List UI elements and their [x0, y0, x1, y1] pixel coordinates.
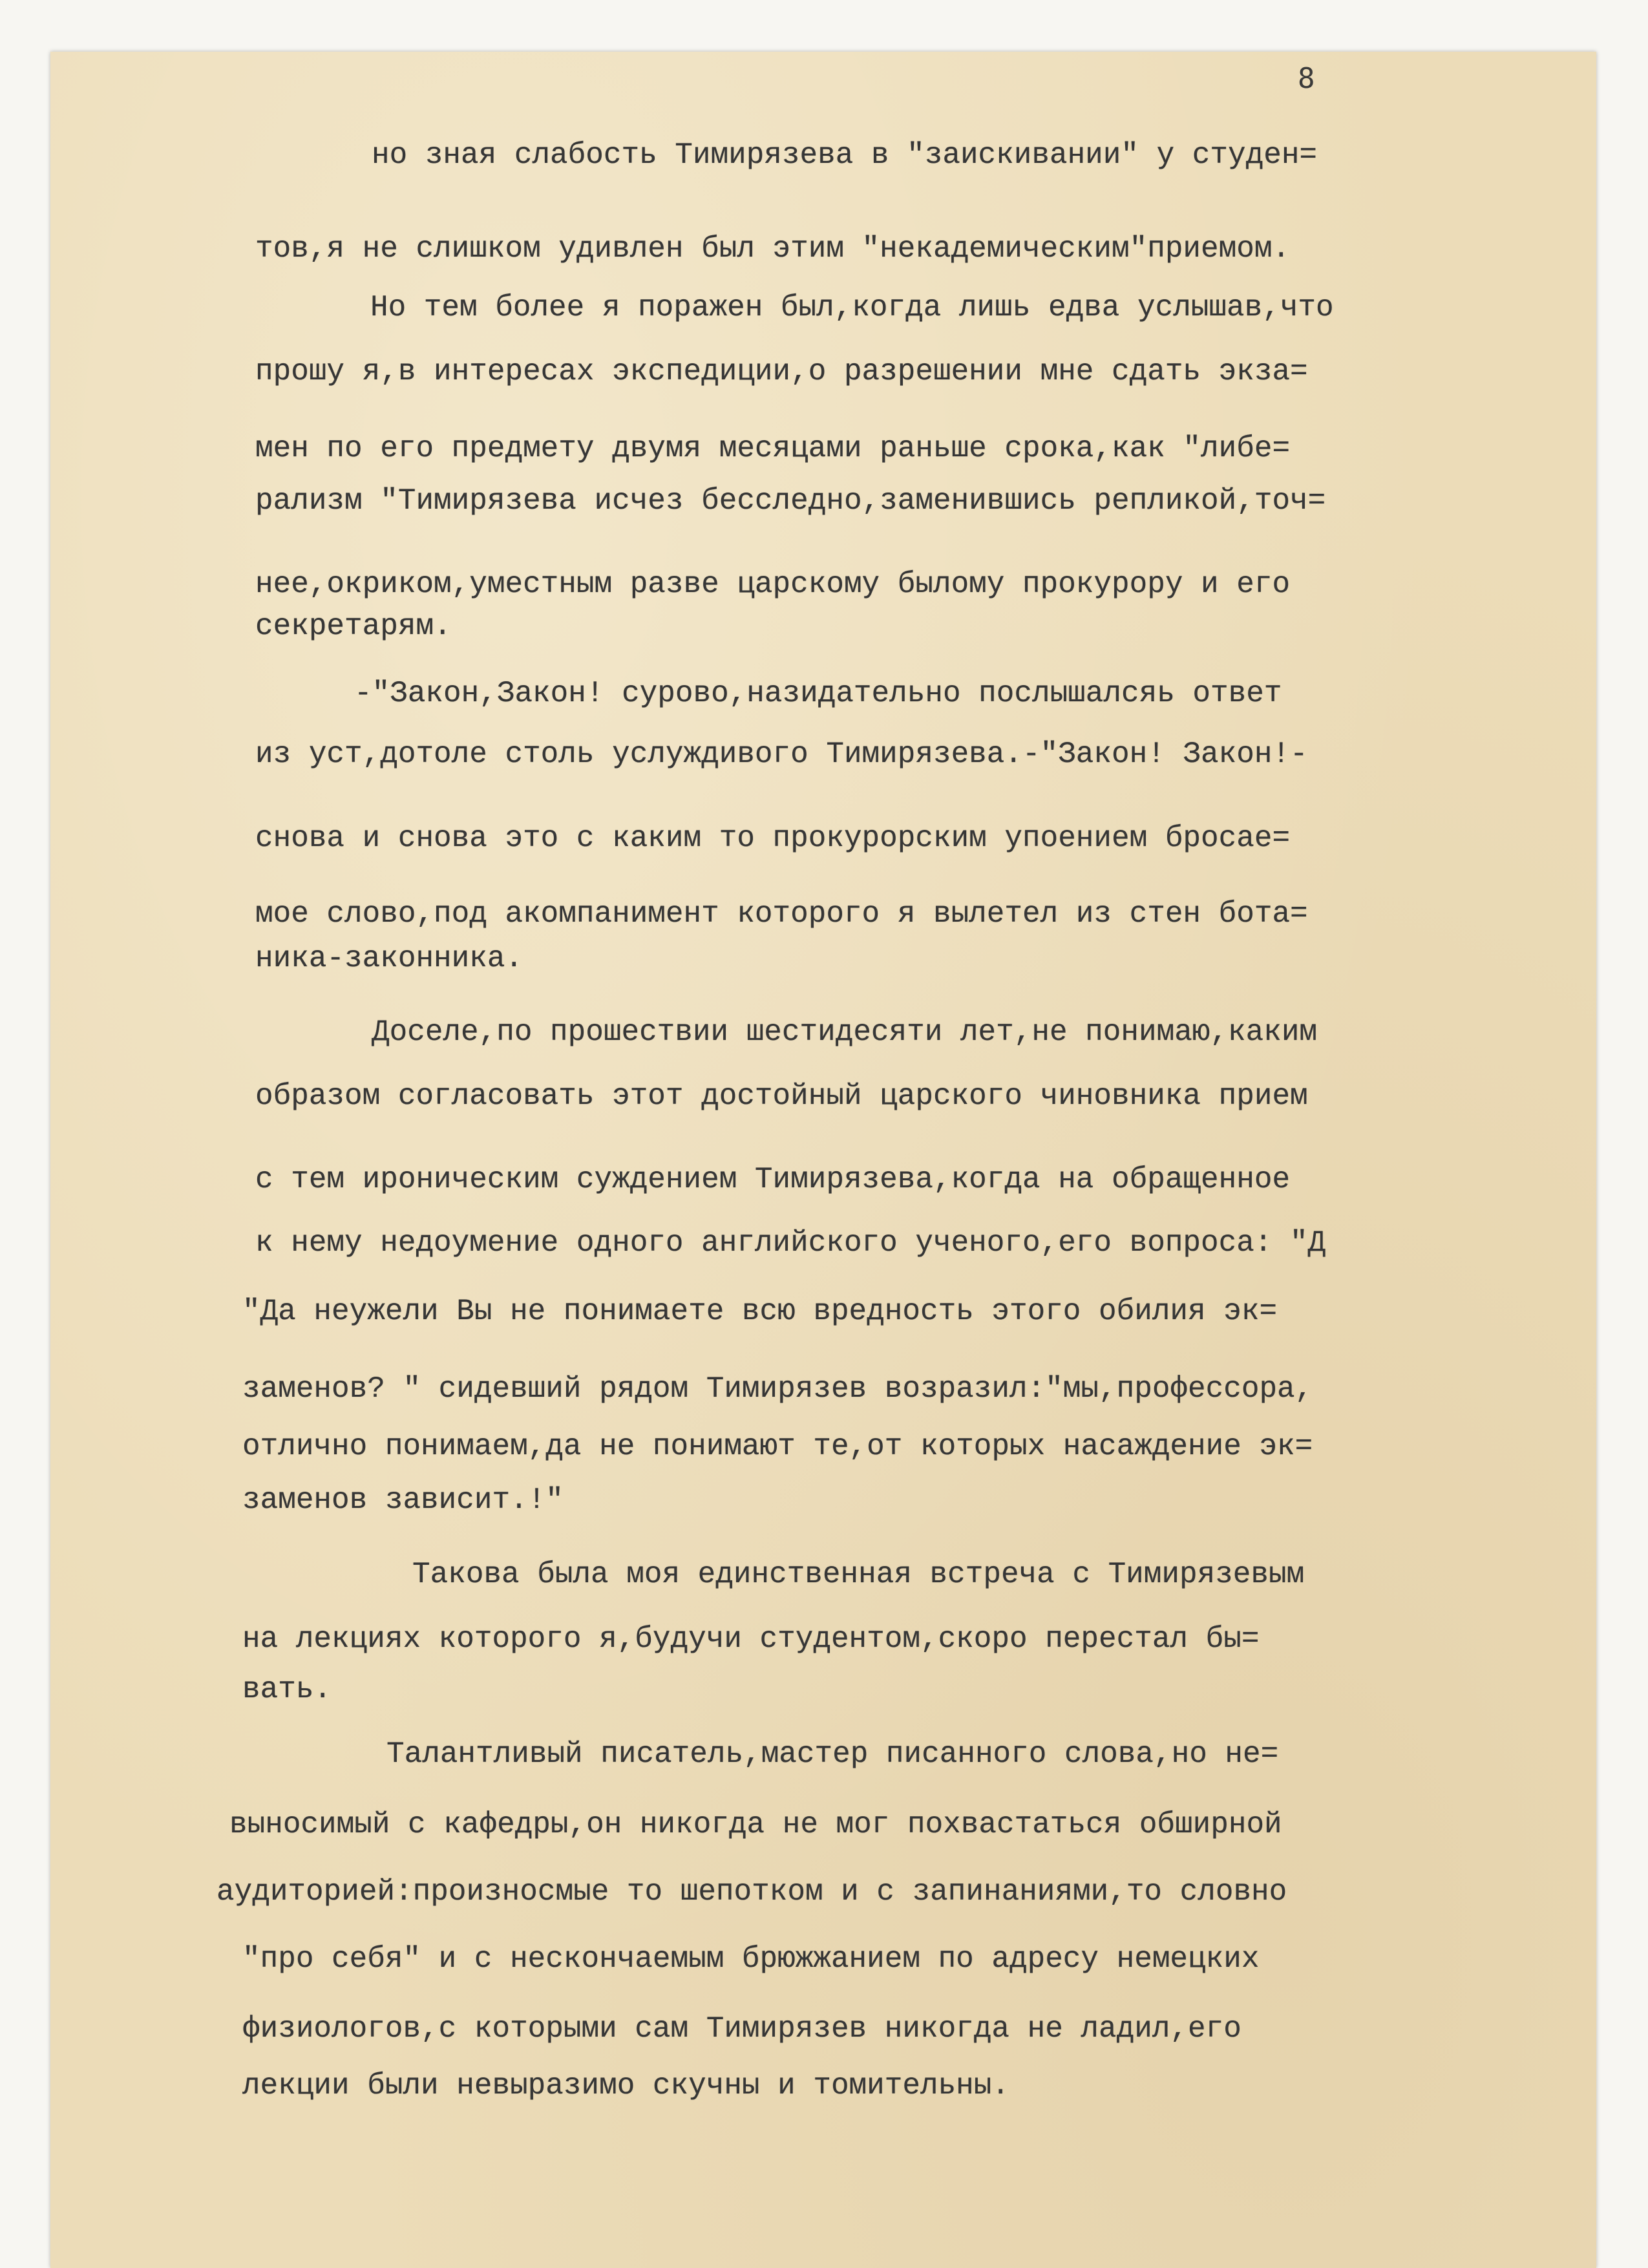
text-line: Такова была моя единственная встреча с Тимирязевым — [412, 1558, 1305, 1591]
page-number: 8 — [1298, 62, 1315, 95]
text-line: но зная слабость Тимирязева в "заискивании" у студен= — [372, 138, 1318, 172]
text-line: из уст,дотоле столь услуждивого Тимирязева.-"Закон! Закон!- — [255, 737, 1308, 771]
text-line: к нему недоумение одного английского ученого,его вопроса: "Д — [255, 1226, 1326, 1260]
text-line: тов,я не слишком удивлен был этим "некадемическим"приемом. — [255, 232, 1291, 266]
text-line: лекции были невыразимо скучны и томительны. — [242, 2069, 1009, 2103]
text-line: прошу я,в интересах экспедиции,о разрешении мне сдать экза= — [255, 355, 1308, 388]
text-line: мое слово,под акомпанимент которого я вылетел из стен бота= — [255, 897, 1308, 931]
text-line: Талантливый писатель,мастер писанного слова,но не= — [386, 1737, 1279, 1771]
text-line: вать. — [242, 1673, 332, 1706]
text-line: аудиторией:произносмые то шепотком и с запинаниями,то словно — [217, 1875, 1287, 1909]
text-line: -"Закон,Закон! сурово,назидательно послышалсяь ответ — [354, 677, 1282, 710]
text-line: рализм "Тимирязева исчез бесследно,заменившись репликой,точ= — [255, 484, 1326, 518]
text-line: на лекциях которого я,будучи студентом,скоро перестал бы= — [242, 1622, 1260, 1656]
text-line: мен по его предмету двумя месяцами раньше срока,как "либе= — [255, 432, 1291, 465]
text-line: заменов? " сидевший рядом Тимирязев возразил:"мы,профессора, — [242, 1372, 1313, 1406]
text-line: "про себя" и с нескончаемым брюжжанием по адресу немецких — [242, 1942, 1260, 1976]
text-line: "Да неужели Вы не понимаете всю вредность этого обилия эк= — [242, 1295, 1278, 1328]
text-line: секретарям. — [255, 609, 452, 643]
text-line: нее,окриком,уместным разве царскому былому прокурору и его — [255, 567, 1291, 601]
text-line: Доселе,по прошествии шестидесяти лет,не понимаю,каким — [372, 1015, 1318, 1049]
text-line: снова и снова это с каким то прокурорским упоением бросае= — [255, 821, 1291, 855]
text-line: отлично понимаем,да не понимают те,от которых насаждение эк= — [242, 1430, 1313, 1463]
text-line: с тем ироническим суждением Тимирязева,когда на обращенное — [255, 1163, 1291, 1196]
text-line: Но тем более я поражен был,когда лишь едва услышав,что — [370, 291, 1334, 324]
text-line: выносимый с кафедры,он никогда не мог похвастаться обширной — [229, 1808, 1282, 1841]
text-line: заменов зависит.!" — [242, 1483, 564, 1517]
text-line: физиологов,с которыми сам Тимирязев никогда не ладил,его — [242, 2012, 1241, 2046]
text-line: образом согласовать этот достойный царского чиновника прием — [255, 1079, 1308, 1113]
text-line: ника-законника. — [255, 942, 523, 975]
